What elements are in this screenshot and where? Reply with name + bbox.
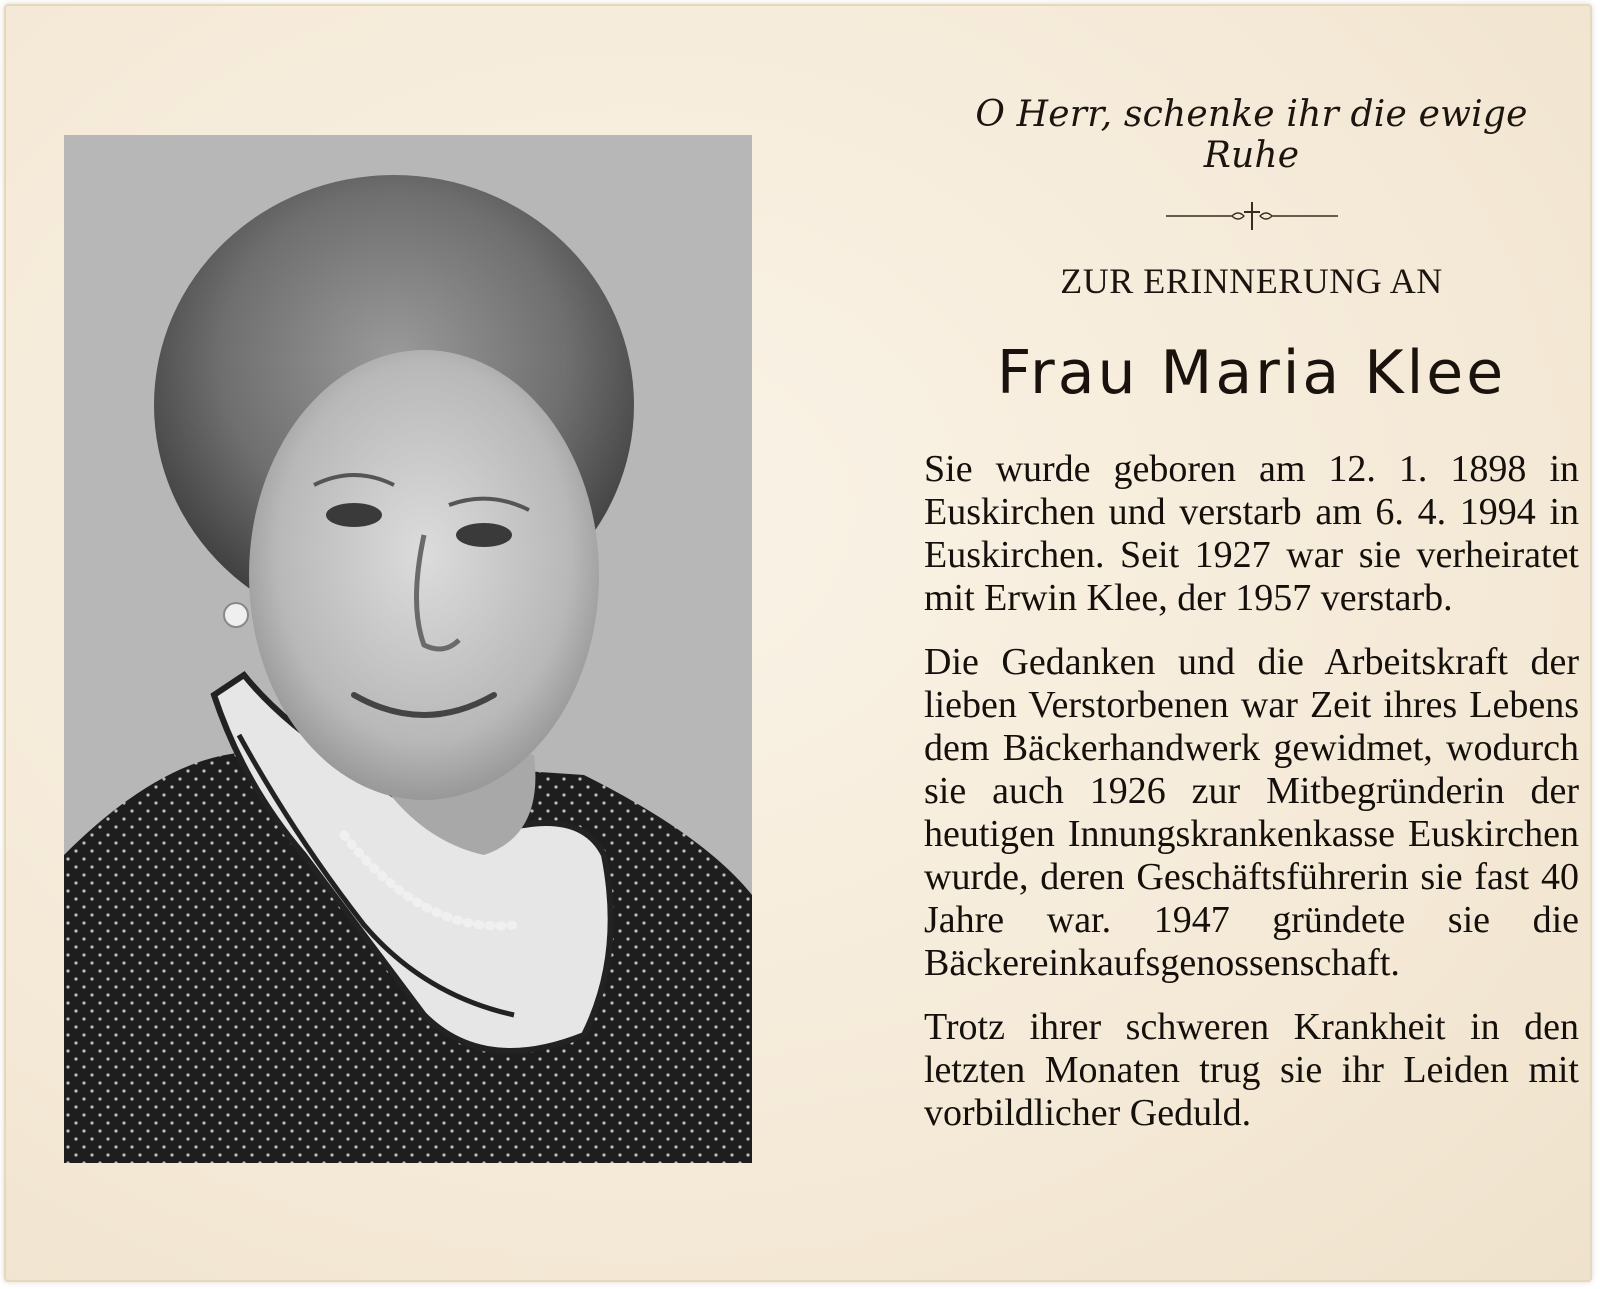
remembrance-heading: ZUR ERINNERUNG AN bbox=[1060, 261, 1443, 301]
deceased-name: Frau Maria Klee bbox=[996, 338, 1507, 408]
bio-paragraph-1: Sie wurde geboren am 12. 1. 1898 in Euskirchen und verstarb am 6. 4. 1994 in Euskirchen. Seit 1927 war sie verheiratet mit Erwin Klee, der 1957 verstarb. bbox=[924, 448, 1579, 619]
verse-line: O Herr, schenke ihr die ewige Ruhe bbox=[975, 94, 1528, 176]
cross-ornament-icon bbox=[1162, 198, 1342, 234]
portrait-image bbox=[64, 135, 752, 1163]
memorial-card bbox=[4, 4, 1592, 1282]
text-column bbox=[924, 94, 1579, 1156]
biography bbox=[924, 448, 1579, 1135]
bio-paragraph-2: Die Gedanken und die Arbeitskraft der lieben Verstorbenen war Zeit ihres Lebens dem Bäckerhandwerk gewidmet, wodurch sie auch 1926 zur Mitbegründerin der heutigen Innungskrankenkasse Euskirchen wurde, deren Geschäftsführerin sie fast 40 Jahre war. 1947 gründete sie die Bäckereinkaufsgenossenschaft. bbox=[924, 641, 1579, 984]
bio-paragraph-3: Trotz ihrer schweren Krankheit in den letzten Monaten trug sie ihr Leiden mit vorbildlicher Geduld. bbox=[924, 1006, 1579, 1134]
portrait-photo bbox=[64, 135, 752, 1163]
